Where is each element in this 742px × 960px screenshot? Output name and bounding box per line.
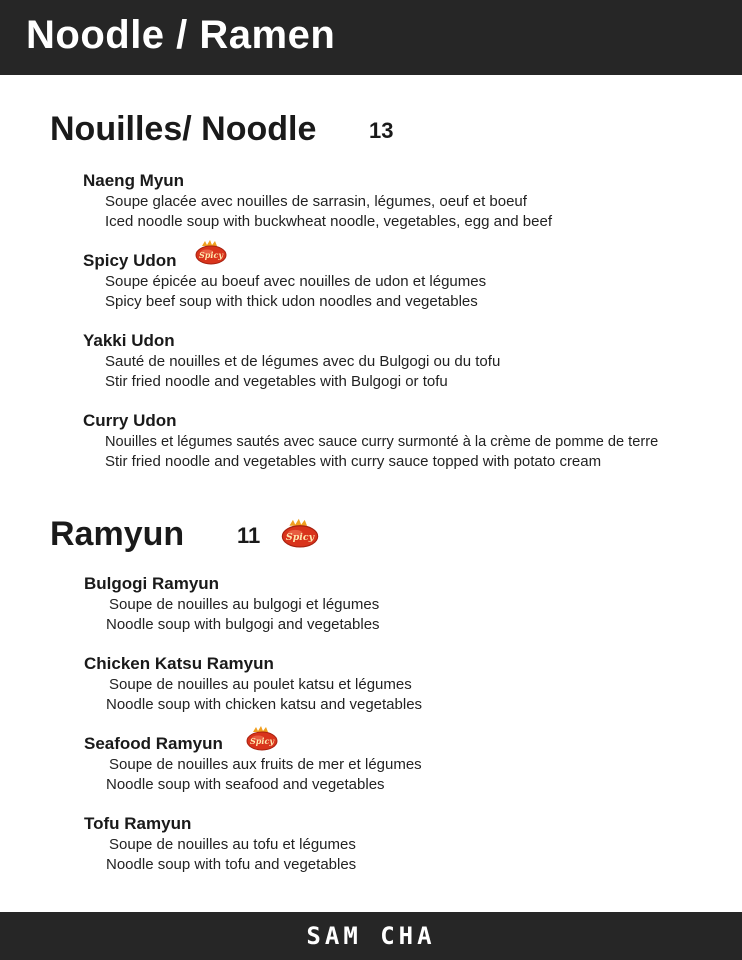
section-price-ramyun: 11	[237, 523, 261, 548]
footer-brand-logo: SAM CHA	[306, 922, 436, 950]
svg-text:Spicy: Spicy	[199, 250, 223, 260]
item-desc-fr: Soupe épicée au boeuf avec nouilles de udon et légumes	[105, 273, 487, 290]
item-name: Tofu Ramyun	[84, 814, 192, 833]
svg-text:Spicy: Spicy	[250, 736, 274, 746]
item-desc-en: Noodle soup with tofu and vegetables	[106, 856, 357, 873]
footer-bar	[0, 912, 742, 960]
item-name: Bulgogi Ramyun	[84, 574, 220, 593]
section-title-ramyun: Ramyun	[50, 515, 185, 553]
spicy-badge-icon	[245, 726, 279, 752]
svg-text:Spicy: Spicy	[285, 531, 315, 543]
item-desc-fr: Soupe de nouilles au poulet katsu et légumes	[109, 676, 412, 693]
item-desc-fr: Soupe de nouilles aux fruits de mer et légumes	[109, 756, 422, 773]
spicy-badge-icon	[194, 240, 228, 266]
header-bar	[0, 0, 742, 75]
item-desc-fr: Soupe glacée avec nouilles de sarrasin, légumes, oeuf et boeuf	[105, 193, 527, 210]
item-desc-en: Spicy beef soup with thick udon noodles and vegetables	[105, 293, 478, 310]
item-name: Seafood Ramyun	[84, 734, 223, 753]
item-desc-fr: Sauté de nouilles et de légumes avec du Bulgogi ou du tofu	[105, 353, 501, 370]
item-desc-en: Noodle soup with seafood and vegetables	[106, 776, 385, 793]
item-desc-fr: Nouilles et légumes sautés avec sauce curry surmonté à la crème de pomme de terre	[105, 434, 659, 450]
item-name: Yakki Udon	[83, 331, 175, 350]
section-price-noodle: 13	[369, 118, 394, 143]
item-name: Curry Udon	[83, 411, 177, 430]
item-desc-en: Iced noodle soup with buckwheat noodle, vegetables, egg and beef	[105, 213, 552, 230]
section-title-noodle: Nouilles/ Noodle	[50, 110, 317, 148]
page-title: Noodle / Ramen	[26, 13, 336, 57]
item-name: Spicy Udon	[83, 251, 177, 270]
item-name: Naeng Myun	[83, 171, 185, 190]
item-desc-en: Stir fried noodle and vegetables with curry sauce topped with potato cream	[105, 453, 602, 470]
spicy-badge-icon	[280, 518, 320, 550]
item-desc-en: Noodle soup with bulgogi and vegetables	[106, 616, 380, 633]
item-name: Chicken Katsu Ramyun	[84, 654, 274, 673]
item-desc-en: Stir fried noodle and vegetables with Bulgogi or tofu	[105, 373, 448, 390]
item-desc-fr: Soupe de nouilles au bulgogi et légumes	[109, 596, 380, 613]
item-desc-en: Noodle soup with chicken katsu and vegetables	[106, 696, 423, 713]
item-desc-fr: Soupe de nouilles au tofu et légumes	[109, 836, 356, 853]
